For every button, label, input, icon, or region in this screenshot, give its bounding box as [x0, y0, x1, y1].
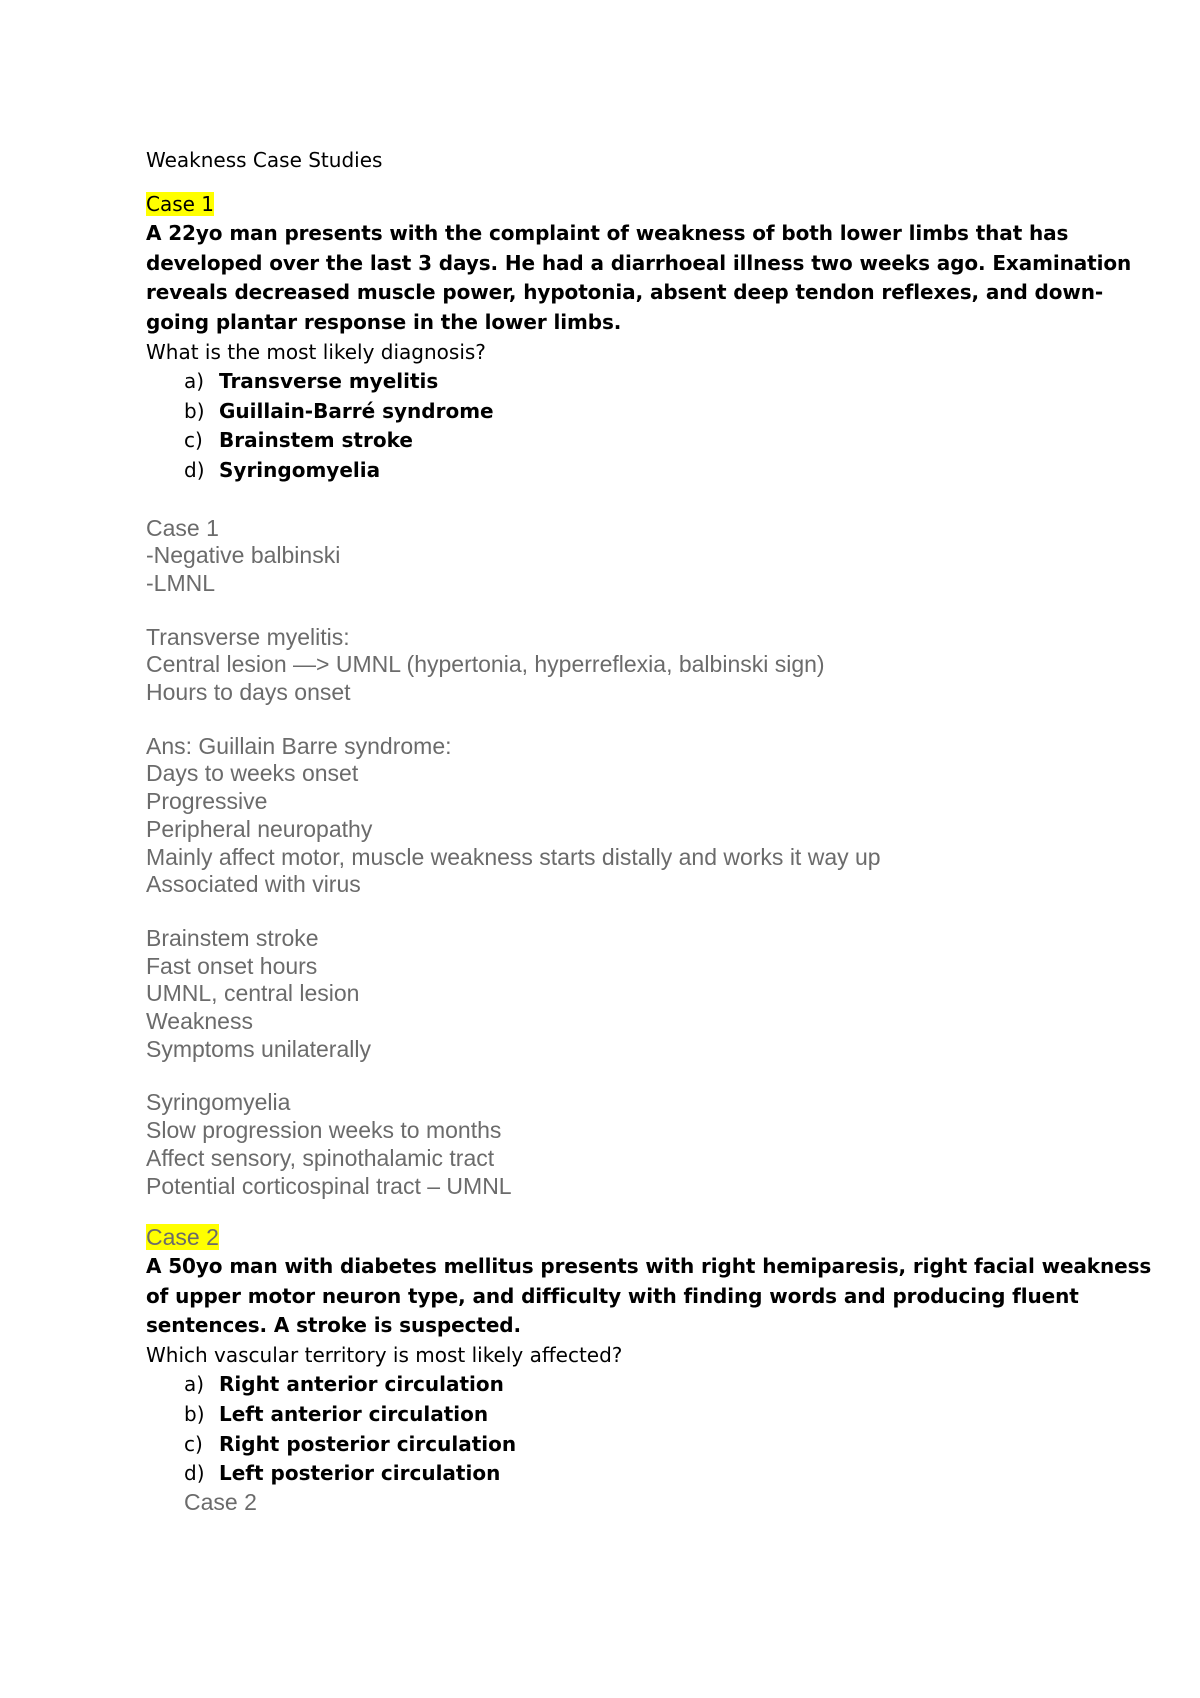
option-letter: d): [184, 457, 205, 482]
notes-syringomyelia: [146, 1089, 1076, 1200]
note-line: Syringomyelia: [146, 1089, 291, 1116]
case-1-option-d: [184, 456, 1076, 486]
spacer: [146, 707, 1076, 733]
notes-transverse-myelitis: [146, 624, 1076, 707]
note-line: Symptoms unilaterally: [146, 1035, 371, 1062]
case-1-question-line: A 22yo man presents with the complaint of weakness of both lower limbs that has: [146, 221, 1069, 246]
case-1-prompt: What is the most likely diagnosis?: [146, 339, 486, 364]
note-line: Fast onset hours: [146, 952, 318, 979]
note-line: Days to weeks onset: [146, 760, 359, 787]
document-title: Weakness Case Studies: [146, 148, 383, 172]
note-line: Brainstem stroke: [146, 924, 319, 951]
option-letter: c): [184, 1431, 203, 1456]
option-letter: c): [184, 428, 203, 453]
notes-guillain-barre: [146, 733, 1076, 899]
option-letter: a): [184, 369, 205, 394]
option-letter: a): [184, 1372, 205, 1397]
option-text: Right posterior circulation: [219, 1431, 517, 1456]
note-line: -Negative balbinski: [146, 542, 341, 569]
note-line: Associated with virus: [146, 871, 361, 898]
case-1-label-text: Case 1: [146, 191, 215, 216]
case-1-label: [146, 190, 1076, 220]
spacer: [146, 1200, 1076, 1224]
case-1-option-b: [184, 397, 1076, 427]
note-line: Central lesion —> UMNL (hypertonia, hyperreflexia, balbinski sign): [146, 651, 825, 678]
note-line: Progressive: [146, 788, 268, 815]
case-2-option-a: [184, 1370, 1076, 1400]
spacer: [146, 899, 1076, 925]
option-text: Brainstem stroke: [219, 428, 413, 453]
option-text: Left posterior circulation: [219, 1461, 501, 1486]
option-letter: b): [184, 398, 205, 423]
case-2-option-d: [184, 1459, 1076, 1489]
case-2-option-c: [184, 1430, 1076, 1460]
spacer: [146, 598, 1076, 624]
case-2-options: [146, 1370, 1076, 1488]
note-line: Peripheral neuropathy: [146, 815, 373, 842]
note-line: Mainly affect motor, muscle weakness starts distally and works it way up: [146, 843, 881, 870]
case-2-label: [146, 1224, 1076, 1252]
case-2-question-line: of upper motor neuron type, and difficulty with finding words and producing fluent: [146, 1283, 1079, 1308]
case-2-question-line: A 50yo man with diabetes mellitus presents with right hemiparesis, right facial weakness: [146, 1254, 1152, 1278]
note-line: Hours to days onset: [146, 679, 351, 706]
case-1-question-line: developed over the last 3 days. He had a diarrhoeal illness two weeks ago. Examination: [146, 250, 1132, 275]
notes-brainstem-stroke: [146, 925, 1076, 1064]
case-1-question-line: going plantar response in the lower limbs.: [146, 309, 622, 334]
note-line: Case 1: [146, 514, 219, 541]
option-text: Guillain-Barré syndrome: [219, 398, 494, 423]
note-line: Slow progression weeks to months: [146, 1117, 502, 1144]
case-2-label-text: Case 2: [146, 1224, 219, 1251]
option-text: Left anterior circulation: [219, 1401, 489, 1426]
option-letter: d): [184, 1461, 205, 1486]
case-1-notes: [146, 515, 1076, 1201]
case-2-question: [146, 1252, 1152, 1341]
note-line: -LMNL: [146, 569, 216, 596]
note-line: Ans: Guillain Barre syndrome:: [146, 732, 452, 759]
note-line: UMNL, central lesion: [146, 980, 360, 1007]
option-text: Right anterior circulation: [219, 1372, 504, 1397]
case-2-notes-label: Case 2: [184, 1488, 257, 1515]
notes-header: [146, 515, 1076, 598]
note-line: Affect sensory, spinothalamic tract: [146, 1144, 495, 1171]
option-letter: b): [184, 1401, 205, 1426]
note-line: Transverse myelitis:: [146, 623, 350, 650]
option-text: Syringomyelia: [219, 457, 381, 482]
case-1-question-line: reveals decreased muscle power, hypotonia, absent deep tendon reflexes, and down-: [146, 280, 1104, 305]
case-1-section: [146, 190, 1132, 1201]
option-text: Transverse myelitis: [219, 369, 439, 394]
case-1-option-a: [184, 367, 1076, 397]
case-1-options: [146, 367, 1076, 485]
note-line: Weakness: [146, 1008, 253, 1035]
spacer: [146, 1063, 1076, 1089]
note-line: Potential corticospinal tract – UMNL: [146, 1172, 512, 1199]
case-2-question-line: sentences. A stroke is suspected.: [146, 1313, 522, 1338]
document-content: [146, 146, 1152, 1516]
case-2-section: [146, 1224, 1152, 1516]
case-1-question: [146, 219, 1132, 337]
case-2-prompt: Which vascular territory is most likely affected?: [146, 1342, 623, 1367]
case-1-option-c: [184, 426, 1076, 456]
spacer: [146, 486, 1076, 515]
case-2-option-b: [184, 1400, 1076, 1430]
